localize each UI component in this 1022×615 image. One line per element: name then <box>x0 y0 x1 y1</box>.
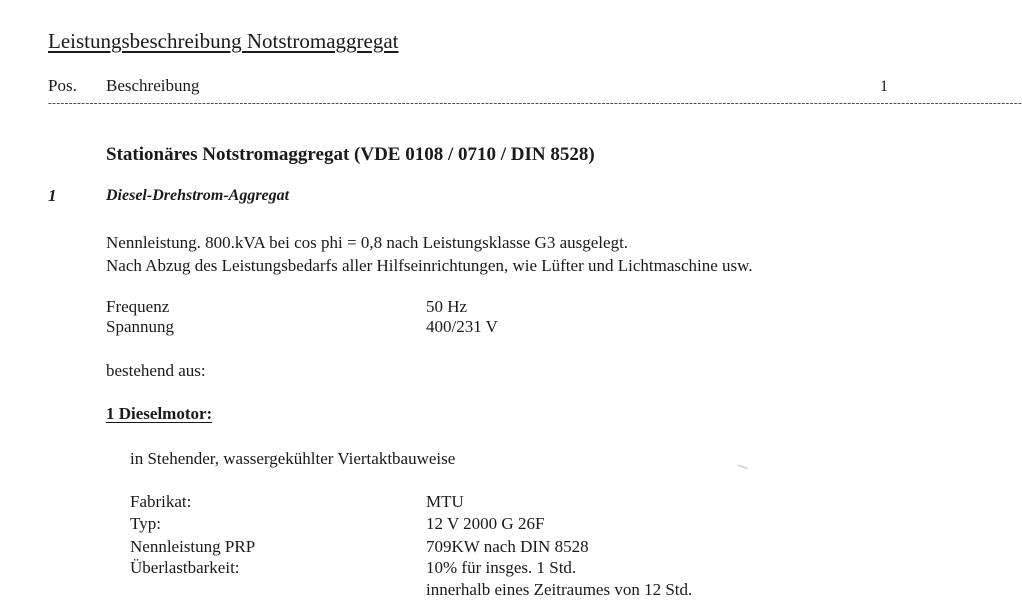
description-column-header: Beschreibung <box>106 76 200 95</box>
description-line: Nennleistung. 800.kVA bei cos phi = 0,8 nach Leistungsklasse G3 ausgelegt. <box>106 233 629 252</box>
description-line: Nach Abzug des Leistungsbedarfs aller Hilfseinrichtungen, wie Lüfter und Lichtmaschine usw. <box>106 256 753 275</box>
scan-speck <box>738 464 748 469</box>
spec-value-overload: 10% für insges. 1 Std. <box>426 558 577 577</box>
subsection-heading: 1 Dieselmotor: <box>106 404 213 423</box>
spec-label-overload: Überlastbarkeit: <box>130 558 240 577</box>
spec-label-type: Typ: <box>130 514 161 533</box>
overload-continuation: innerhalb eines Zeitraumes von 12 Std. <box>426 580 693 599</box>
spec-label-make: Fabrikat: <box>130 492 192 511</box>
spec-label-voltage: Spannung <box>106 317 174 336</box>
position-title: Diesel-Drehstrom-Aggregat <box>106 187 290 204</box>
spec-value-voltage: 400/231 V <box>426 317 498 336</box>
main-title: Stationäres Notstromaggregat (VDE 0108 / 0710 / DIN 8528) <box>106 144 595 165</box>
spec-label-frequency: Frequenz <box>106 297 170 316</box>
spec-label-rated-power: Nennleistung PRP <box>130 537 256 556</box>
document-title: Leistungsbeschreibung Notstromaggregat <box>48 29 399 53</box>
spec-value-frequency: 50 Hz <box>426 297 468 316</box>
spec-value-make: MTU <box>426 492 464 511</box>
dashed-separator: ------------------------------------------------------------------------------------------------------------------------------------------------------------------------------------------------------------------------------------------ <box>48 97 1022 109</box>
engine-description: in Stehender, wassergekühlter Viertaktbauweise <box>130 449 456 468</box>
position-number: 1 <box>48 186 57 205</box>
spec-value-type: 12 V 2000 G 26F <box>426 514 545 533</box>
pos-column-header: Pos. <box>48 76 77 95</box>
consists-of-text: bestehend aus: <box>106 361 206 380</box>
page-number: 1 <box>880 78 888 95</box>
spec-value-rated-power: 709KW nach DIN 8528 <box>426 537 589 556</box>
